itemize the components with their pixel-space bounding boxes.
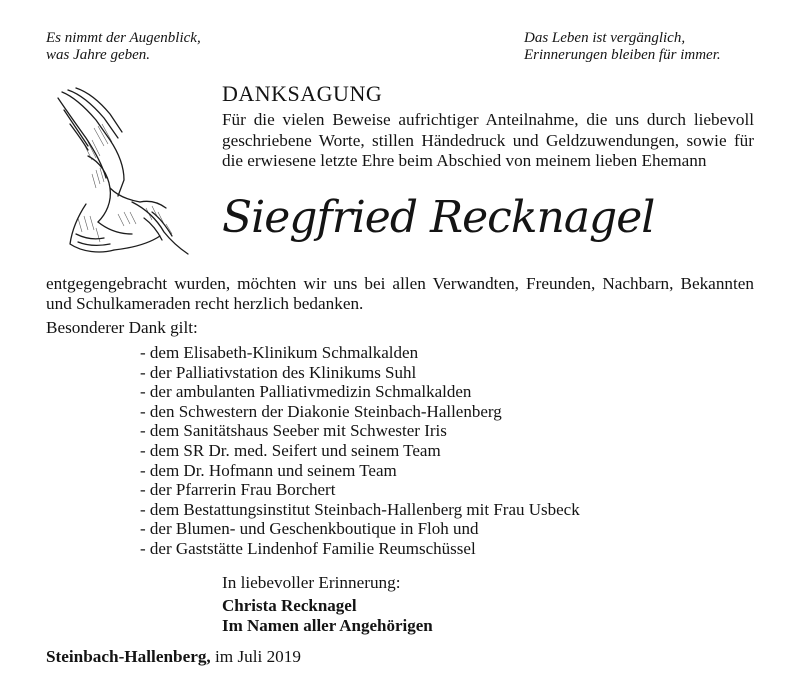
continuation-text: entgegengebracht wurden, möchten wir uns bei allen Verwandten, Freunden, Nachbarn, Bekannten und Schulkameraden recht herzlich bedanken. [46,274,754,313]
date: im Juli 2019 [215,647,301,666]
list-item: - der Pfarrerin Frau Borchert [140,480,336,500]
quote-right-line2: Erinnerungen bleiben für immer. [524,47,721,63]
signature-family: Im Namen aller Angehörigen [222,616,433,635]
place: Steinbach-Hallenberg, [46,647,211,666]
list-item: - dem Bestattungsinstitut Steinbach-Hallenberg mit Frau Usbeck [140,499,580,519]
quote-right [524,30,721,64]
quote-left-line2: was Jahre geben. [46,47,151,63]
page-title: DANKSAGUNG [222,81,383,106]
memory-line: In liebevoller Erinnerung: [222,573,401,592]
special-thanks-list [140,343,580,559]
list-item: - dem Sanitätshaus Seeber mit Schwester Iris [140,421,447,441]
list-item: - den Schwestern der Diakonie Steinbach-Hallenberg [140,401,502,421]
list-item: - der Blumen- und Geschenkboutique in Floh und [140,519,479,539]
quote-left-line1: Es nimmt der Augenblick, [46,30,201,46]
list-item: - dem SR Dr. med. Seifert und seinem Team [140,440,441,460]
list-item: - dem Elisabeth-Klinikum Schmalkalden [140,343,419,362]
special-thanks-heading: Besonderer Dank gilt: [46,318,198,337]
list-item: - der ambulanten Palliativmedizin Schmalkalden [140,382,472,402]
place-date-line [46,647,301,667]
praying-hands-icon [48,84,196,260]
signature-name: Christa Recknagel [222,596,357,615]
list-item: - der Palliativstation des Klinikums Suhl [140,362,417,382]
deceased-name: Siegfried Recknagel [222,192,655,243]
intro-text: Für die vielen Beweise aufrichtiger Anteilnahme, die uns durch liebevoll geschriebene Worte, stillen Händedruck und Geldzuwendungen, sowie für die erwiesene letzte Ehre beim Abschied von meinem lieben Ehemann [222,110,754,170]
list-item: - dem Dr. Hofmann und seinem Team [140,460,397,480]
list-item: - der Gaststätte Lindenhof Familie Reumschüssel [140,538,476,558]
quote-left [46,30,201,64]
quote-right-line1: Das Leben ist vergänglich, [524,30,686,46]
